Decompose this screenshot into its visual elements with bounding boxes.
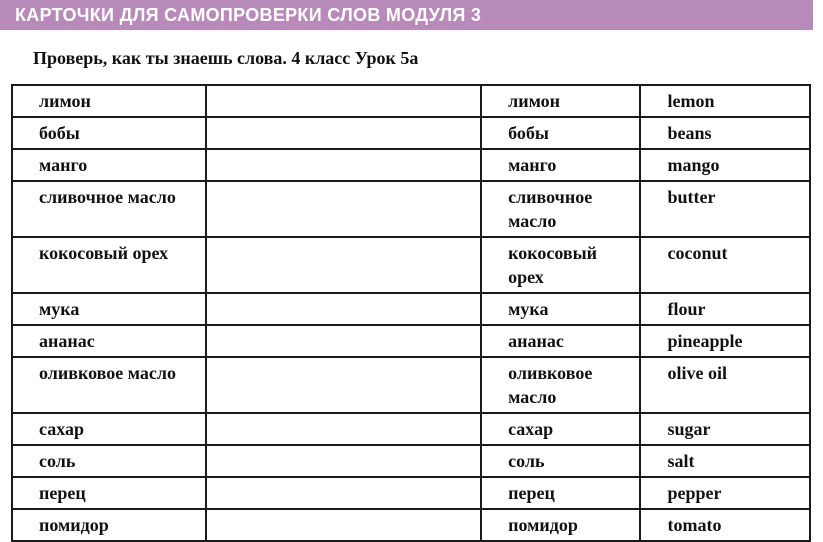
russian-word-cell: оливковое масло: [12, 357, 206, 413]
russian-word-cell: помидор: [12, 509, 206, 541]
russian-word-cell: соль: [12, 445, 206, 477]
table-row: [12, 325, 810, 357]
russian-check-word-cell: ананас: [481, 325, 640, 357]
table-row: [12, 117, 810, 149]
russian-word-cell: манго: [12, 149, 206, 181]
header-banner: [0, 0, 813, 30]
russian-check-word-cell: мука: [481, 293, 640, 325]
russian-word-cell: сливочное масло: [12, 181, 206, 237]
english-word-cell: coconut: [640, 237, 810, 293]
table-row: [12, 445, 810, 477]
russian-word-cell: перец: [12, 477, 206, 509]
blank-answer-cell: [206, 445, 481, 477]
blank-answer-cell: [206, 149, 481, 181]
english-word-cell: pineapple: [640, 325, 810, 357]
english-word-cell: olive oil: [640, 357, 810, 413]
english-word-cell: pepper: [640, 477, 810, 509]
russian-word-cell: бобы: [12, 117, 206, 149]
english-word-cell: lemon: [640, 85, 810, 117]
blank-answer-cell: [206, 413, 481, 445]
english-word-cell: mango: [640, 149, 810, 181]
russian-check-word-cell: перец: [481, 477, 640, 509]
table-row: [12, 509, 810, 541]
russian-check-word-cell: помидор: [481, 509, 640, 541]
blank-answer-cell: [206, 293, 481, 325]
table-row: [12, 413, 810, 445]
russian-word-cell: кокосовый орех: [12, 237, 206, 293]
blank-answer-cell: [206, 237, 481, 293]
blank-answer-cell: [206, 477, 481, 509]
english-word-cell: salt: [640, 445, 810, 477]
table-row: [12, 181, 810, 237]
table-row: [12, 477, 810, 509]
table-row: [12, 357, 810, 413]
russian-check-word-cell: лимон: [481, 85, 640, 117]
russian-check-word-cell: соль: [481, 445, 640, 477]
russian-check-word-cell: сахар: [481, 413, 640, 445]
blank-answer-cell: [206, 325, 481, 357]
russian-word-cell: мука: [12, 293, 206, 325]
russian-word-cell: ананас: [12, 325, 206, 357]
russian-check-word-cell: кокосовый орех: [481, 237, 640, 293]
russian-check-word-cell: сливочное масло: [481, 181, 640, 237]
english-word-cell: beans: [640, 117, 810, 149]
blank-answer-cell: [206, 357, 481, 413]
russian-word-cell: сахар: [12, 413, 206, 445]
blank-answer-cell: [206, 85, 481, 117]
english-word-cell: tomato: [640, 509, 810, 541]
table-row: [12, 85, 810, 117]
blank-answer-cell: [206, 117, 481, 149]
blank-answer-cell: [206, 181, 481, 237]
russian-check-word-cell: бобы: [481, 117, 640, 149]
russian-check-word-cell: оливковое масло: [481, 357, 640, 413]
page-title: КАРТОЧКИ ДЛЯ САМОПРОВЕРКИ СЛОВ МОДУЛЯ 3: [15, 5, 482, 25]
vocabulary-table: [11, 84, 811, 542]
english-word-cell: sugar: [640, 413, 810, 445]
table-row: [12, 149, 810, 181]
russian-check-word-cell: манго: [481, 149, 640, 181]
instruction-text: Проверь, как ты знаешь слова. 4 класс Урок 5а: [33, 48, 419, 68]
english-word-cell: butter: [640, 181, 810, 237]
blank-answer-cell: [206, 509, 481, 541]
table-row: [12, 237, 810, 293]
russian-word-cell: лимон: [12, 85, 206, 117]
english-word-cell: flour: [640, 293, 810, 325]
table-row: [12, 293, 810, 325]
